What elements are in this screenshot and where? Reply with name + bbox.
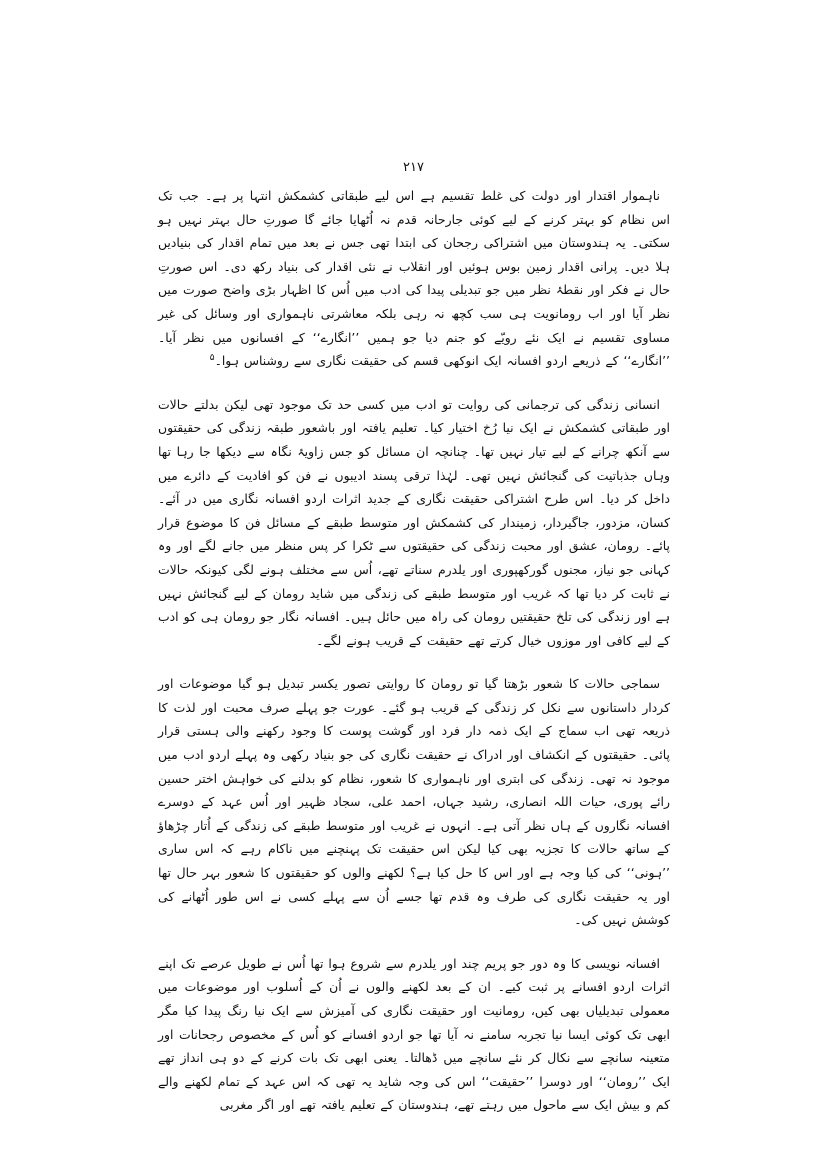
paragraph-2-text: انسانی زندگی کی ترجمانی کی روایت تو ادب میں کسی حد تک موجود تھی لیکن بدلتے حالات اور طبقاتی کشمکش نے ایک نیا رُخ اختیار کیا۔ تعلیم یافتہ اور باشعور طبقہ زندگی کی حقیقتوں سے آنکھ چرانے کے لیے تیار نہیں تھا۔ چنانچہ ان مسائل کو جس زاویۂ نگاہ سے دیکھا جا رہا تھا وہاں جذباتیت کی گنجائش نہیں تھی۔ لہٰذا ترقی پسند ادیبوں نے فن کو افادیت کے دائرے میں داخل کر دیا۔ اس طرح اشتراکی حقیقت نگاری کے جدید اثرات اردو افسانہ نگاری میں در آئے۔ کسان، مزدور، جاگیردار، زمیندار کی کشمکش اور متوسط طبقے کے مسائل فن کا موضوع قرار پائے۔ رومان، عشق اور محبت زندگی کی حقیقتوں سے ٹکرا کر پس منظر میں جانے لگے اور وہ کہانی جو نیاز، مجنوں گورکھپوری اور یلدرم سناتے تھے، اُس سے مختلف ہونے لگی کیونکہ حالات نے ثابت کر دیا تھا کہ غریب اور متوسط طبقے کی زندگی میں شاید رومان کے لیے گنجائش نہیں ہے اور زندگی کی تلخ حقیقتیں رومان کی راہ میں حائل ہیں۔ افسانہ نگار جو رومان ہی کو ادب کے لیے کافی اور موزوں خیال کرتے تھے حقیقت کے قریب ہونے لگے۔	[158, 396, 670, 648]
paragraph-3-text: سماجی حالات کا شعور بڑھتا گیا تو رومان کا روایتی تصور یکسر تبدیل ہو گیا موضوعات اور کردار داستانوں سے نکل کر زندگی کے قریب ہو گئے۔ عورت جو پہلے صرف محبت اور لذت کا ذریعہ تھی اب سماج کے ایک ذمہ دار فرد اور گوشت پوست کا وجود رکھنے والی ہستی قرار پائی۔ حقیقتوں کے انکشاف اور ادراک نے حقیقت نگاری کی جو بنیاد رکھی وہ پہلے اردو ادب میں موجود نہ تھی۔ زندگی کی ابتری اور ناہمواری کا شعور، نظام کو بدلنے کی خواہش اختر حسین رائے پوری، حیات اللہ انصاری، رشید جہاں، احمد علی، سجاد ظہیر اور اُس عہد کے دوسرے افسانہ نگاروں کے ہاں نظر آتی ہے۔ انہوں نے غریب اور متوسط طبقے کی زندگی کے اُتار چڑھاؤ کے ساتھ حالات کا تجزیہ بھی کیا لیکن اس حقیقت تک پہنچنے میں ناکام رہے کہ اس ساری ’’ہونی‘‘ کی کیا وجہ ہے اور اس کا حل کیا ہے؟ لکھنے والوں کو حقیقتوں کا شعور بہر حال تھا اور یہ حقیقت نگاری کی طرف وہ قدم تھا جسے اُن سے پہلے کسی نے اس طور اُٹھانے کی کوشش نہیں کی۔	[158, 676, 670, 928]
paragraph-4	[158, 952, 670, 1117]
footnote-marker: ۵	[209, 353, 215, 364]
paragraph-4-text: افسانہ نویسی کا وہ دور جو پریم چند اور یلدرم سے شروع ہوا تھا اُس نے طویل عرصے تک اپنے اثرات اردو افسانے پر ثبت کیے۔ ان کے بعد لکھنے والوں نے اُن کے اُسلوب اور موضوعات میں معمولی تبدیلیاں بھی کیں، رومانیت اور حقیقت نگاری کی آمیزش سے ایک نیا رنگ پیدا کیا مگر ابھی تک کوئی ایسا نیا تجربہ سامنے نہ آیا تھا جو اردو افسانے کو اُس کے مخصوص رجحانات اور متعینہ سانچے سے نکال کر نئے سانچے میں ڈھالتا۔ یعنی ابھی تک بات کرنے کے دو ہی انداز تھے ایک ’’رومان‘‘ اور دوسرا ’’حقیقت‘‘ اس کی وجہ شاید یہ تھی کہ اس عہد کے تمام لکھنے والے کم و بیش ایک سے ماحول میں رہتے تھے، ہندوستان کے تعلیم یافتہ تھے اور اگر مغربی	[158, 955, 670, 1113]
paragraph-1-text: ناہموار اقتدار اور دولت کی غلط تقسیم ہے اس لیے طبقاتی کشمکش انتہا پر ہے۔ جب تک اس نظام کو بہتر کرنے کے لیے کوئی جارحانہ قدم نہ اُٹھایا جائے گا صورتِ حال بہتر نہیں ہو سکتی۔ یہ ہندوستان میں اشتراکی رجحان کی ابتدا تھی جس نے بعد میں تمام اقدار کی بنیادیں ہلا دیں۔ پرانی اقدار زمین بوس ہوئیں اور انقلاب نے نئی اقدار کی بنیاد رکھ دی۔ اس صورتِ حال نے فکر اور نقطۂ نظر میں جو تبدیلی پیدا کی ادب میں اُس کا اظہار بڑی واضح صورت میں نظر آیا اور اب رومانویت ہی سب کچھ نہ رہی بلکہ معاشرتی ناہمواری اور وسائل کی غیر مساوی تقسیم نے ایک نئے رویّے کو جنم دیا جو ہمیں ’’انگارے‘‘ کے افسانوں میں نظر آیا۔ ’’انگارے‘‘ کے ذریعے اردو افسانہ ایک انوکھی قسم کی حقیقت نگاری سے روشناس ہوا۔	[158, 188, 670, 369]
paragraph-2	[158, 393, 670, 653]
page-number: ۲۱۷	[403, 160, 424, 175]
paragraph-1	[158, 184, 670, 373]
paragraph-3	[158, 672, 670, 932]
body-text	[158, 184, 670, 1117]
